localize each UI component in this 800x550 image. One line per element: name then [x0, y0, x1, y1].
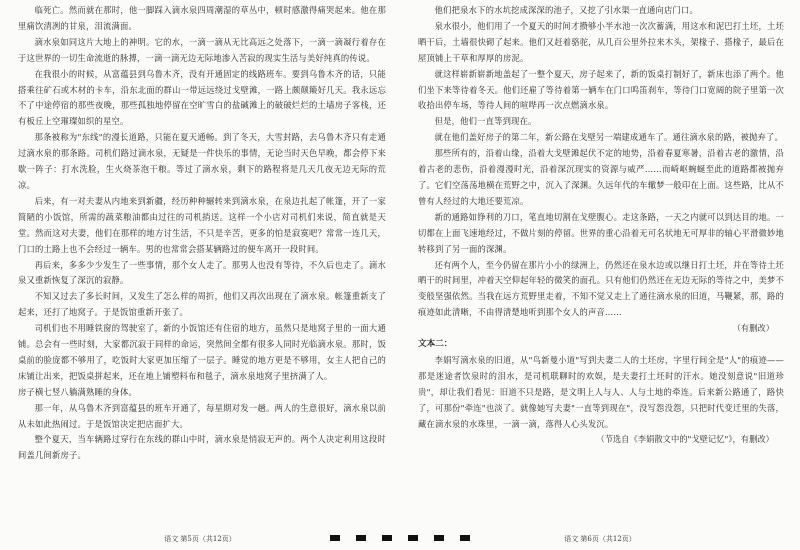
paragraph: 滴水泉如同这片大地上的神明。它的水，一滴一滴从无比高远之处落下，一滴一滴凝行着存在于这世界的一切生命流逝的脉搏，一滴一滴无边无际地渗入苦寂的现实生活与美好纯真的传说。: [18, 36, 386, 63]
page-footer: 语文 第6页（共12页）: [564, 535, 636, 543]
source-note: （有删改）: [732, 323, 774, 334]
page-footer: 语文 第5页（共12页）: [164, 535, 236, 543]
source-note: （节选自《李娟散文中的"戈壁记忆"》，有删改）: [596, 434, 774, 445]
section-heading: 文本二：: [418, 339, 453, 350]
paragraph: 还有两个人，至今仍留在那片小小的绿洲上，仍然还在泉水边或以继日打土坯，并在等待土坯晒干的时间里，冲着天空仰起年轻的微笑的面孔。只有他们仍然还在无边无际的等待之中，美梦不变般坚强依然。当我在远方荒野里走着，不知不觉又走上了通往滴水泉的旧道，马鞭紧，那，路的痕迹如此清晰，不由得清楚地听到那个女人的声音……: [418, 259, 784, 318]
paragraph: 他们把泉水下的水坑挖成深深的池子，又挖了引水渠一直通向店门口。: [434, 5, 698, 15]
registration-mark: [356, 535, 366, 541]
paragraph: 泉水很小，他们用了一个夏天的时间才攒够小半水池一次次蓄满，用这水和泥巴打土坯，土坯晒干后，土墙很快砌了起来。他们又赶着骆驼，从几百公里外拉来木头，架椽子、搭椽子，最后在屋顶铺上干草和厚厚的房泥。: [418, 20, 784, 63]
paragraph: 后来，有一对夫妻从内地来到新疆，经历种种辗转来到滴水泉，在泉边扎起了帐篷，开了一家简陋的小饭馆，所需的蔬菜粮油都由过往的司机捎送。这样一个小店对司机们来说，简直就是天堂。然而这对夫妻，他们在那样的地方讨生活，不只是辛苦，更多的怕是寂寞吧？常常一连几天，门口的土路上也不会经过一辆车。男的也常常会搭某辆路过的便车离开一段时间。: [18, 195, 386, 254]
paragraph: 临死亡。然而就在那时，他一脚踩入滴水泉四周潮湿的草丛中，顿时感激得痛哭起来。他在那里痛饮清冽的甘泉，泪流满面。: [18, 5, 386, 31]
paragraph: 在我很小的时候，从富蕴县到乌鲁木齐，没有开通固定的线路班车。要到乌鲁木齐的话，只能搭乘往矿石或木材的卡车，沿东北面的群山一带远远绕过戈壁滩，一路上颇颠簸好几天。我永远忘不了中途停宿的那些夜晚，那些孤独地停留在空旷雪白的盐碱滩上的破破烂烂的土墙房子客栈，还有板丘上空璀璨如织的星空。: [18, 68, 386, 127]
paragraph: 新的通路如铮利的刀口，笔直地切割在戈壁腹心。走这条路，一天之内就可以到达目的地。一切都在上面飞速地经过，不做片刻的停留。世界的重心沿着无可名状地无可厚非的轴心平滑微妙地转移到了另一面的深渊。: [418, 211, 784, 254]
registration-mark: [382, 535, 392, 541]
paragraph: 那一年，从乌鲁木齐到富蕴县的班车开通了，每星期对发一趟。两人的生意很好，滴水泉以前从未如此热闹过。于是饭馆决定把店面扩大。: [18, 402, 386, 429]
paragraph: 李娟写滴水泉的旧道，从"鸟新曼小道"写到夫妻二人的土坯房，字里行间全是"人"的痕迹——那是迷途者饮泉时的泪水，是司机联聊时的欢娱，是夫妻打土坯时的汗水。她没刻意说"旧道珍贵"，却让我们看见：旧道不只是路，是文明上人与人、人与土地的牵连。后来新公路通了，路快了，可那份"牵连"也淡了。就像她写夫妻"一直等到现在"，没写怨没怨，只把时代变迁里的失落，藏在滴水泉的水珠里，一滴一滴，落得人心头发沉。: [418, 354, 784, 429]
paragraph: 不知又过去了多长时间，又发生了怎么样的周折，他们又再次出现在了滴水泉。帐篷重新支了起来，还打了地窝子。于是饭馆重新开张了。: [18, 291, 386, 318]
paragraph: 房子横七竖八躺满熟睡的身体。: [18, 386, 137, 397]
right-page: [400, 0, 800, 550]
paragraph: 就在他们盖好房子的第二年，新公路在戈壁另一端建成通车了。通往滴水泉的路，被抛弃了。: [434, 132, 783, 143]
paragraph: 那条被称为"东线"的漫长道路，只能在夏天通畅。到了冬天，大雪封路，去乌鲁木齐只有走通过滴水泉的那条路。司机们路过滴水泉，无疑是一件快乐的事情，无论当时天色早晚，都会停下来歇一阵子：打水洗脸，生火烧茶泡干粮。等过了滴水泉，剩下的路程将是几天几夜无边无际的荒凉。: [18, 132, 386, 190]
paragraph: 但是，他们一直等到现在。: [434, 116, 537, 127]
paragraph: 再后来，多多少少发生了一些事情，那个女人走了。那男人也没有等待，不久后也走了。滴水泉又重新恢复了深沉的寂静。: [18, 259, 386, 286]
paragraph: 就这样崭新崭新地盖起了一整个夏天，房子起来了，新的饭桌打制好了，新床也添了两个。他们坐下来等待着冬天。他们还雇了等待着第一辆车在门口鸣笛刹车，等待门口宽阔的院子里第一次收拾出停车场，等待人间的喧哗再一次点燃滴水泉。: [418, 68, 784, 111]
paragraph: 整个夏天，当车辆路过穿行在东线的群山中时，滴水泉是悄寂无声的。两个人决定利用这段时间盖几间新房子。: [18, 434, 386, 461]
paragraph: 那些所有的，沿着山缘，沿着大戈壁滩起伏不定的地势，沿着春夏寒暑，沿着古老的激情，沿着古老的悲伤，沿着漫漫时光，沿着深沉现实的资源与威严……而崎岖蜿蜒至此的道路都被抛弃了。它们空荡荡地横在荒野之中，沉入了深渊。久远年代的车辙梦一般印在上面。这些路，比从不曾有人经过的大地还要荒凉。: [418, 148, 784, 206]
paragraph: 司机们也不用睡铁窗的驾驶室了，新的小饭馆还有住宿的地方，虽然只是地窝子里的一面大通铺。总会有一些时刻，大家都沉寂于同样的命运，突然间全都有很多人同时光临滴水泉。那时，饭桌前的脸庞都不够用了，吃饭时大家更加压缩了一层子。睡觉的地方更是不够用，女主人把自己的床铺让出来，把饭桌拼起来，还在地上铺塑料布和毯子，滴水泉地窝子里挤满了人。: [18, 323, 386, 381]
registration-mark: [330, 535, 340, 541]
